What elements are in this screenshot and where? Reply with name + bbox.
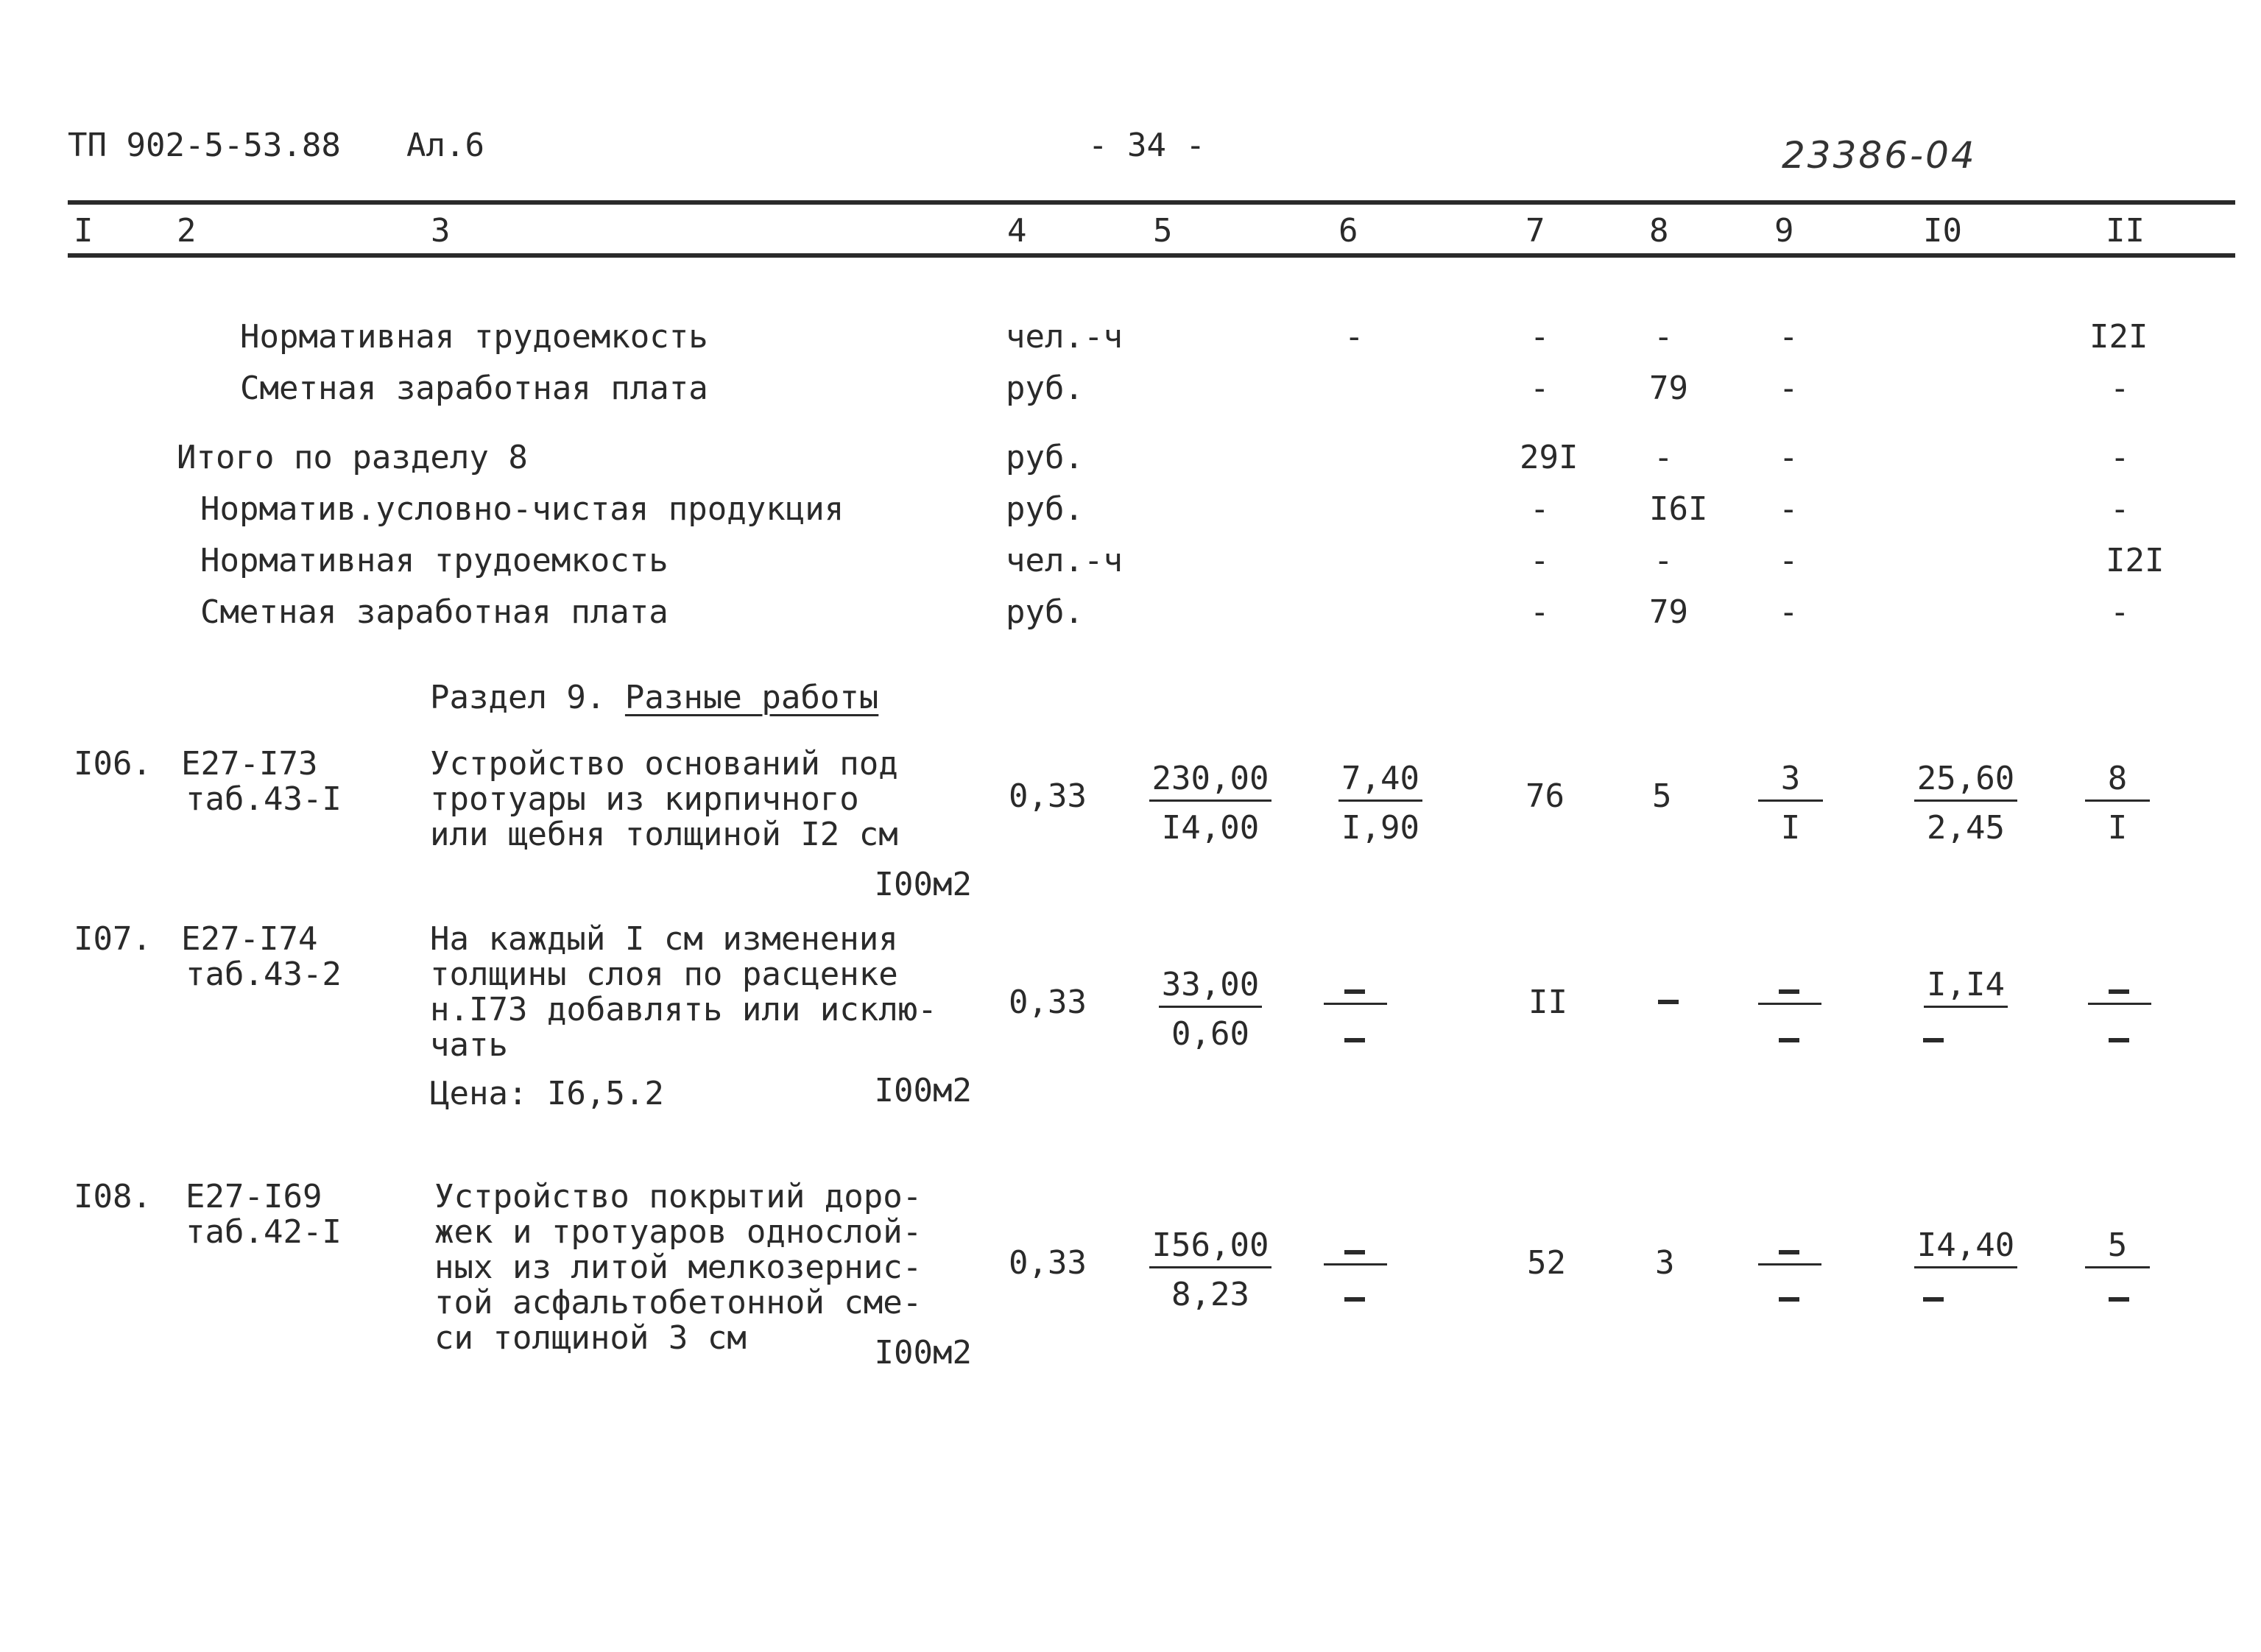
item-col5-bottom: 0,60 bbox=[1171, 1015, 1249, 1053]
item-desc-line: ных из литой мелкозернис- bbox=[434, 1249, 923, 1286]
section-prefix: Раздел 9. bbox=[430, 679, 606, 716]
album-label: Ал.6 bbox=[406, 127, 484, 164]
summary-labor-unit: чел.-ч bbox=[1006, 318, 1123, 356]
item-quantity: 0,33 bbox=[1009, 984, 1087, 1021]
col-header-2: 2 bbox=[177, 212, 197, 250]
item-col11-bottom: I bbox=[2107, 809, 2128, 847]
item-col6 bbox=[1318, 760, 1443, 847]
item-col9-rule bbox=[1758, 1263, 1821, 1266]
summary-labor-c8: - bbox=[1654, 318, 1673, 356]
item-desc-line: Устройство оснований под bbox=[430, 745, 898, 783]
item-desc-line: н.I73 добавлять или исклю- bbox=[430, 991, 937, 1028]
item-col6-top-dash bbox=[1344, 989, 1365, 994]
col-header-6: 6 bbox=[1338, 212, 1358, 250]
summary-total-c7: 29I bbox=[1520, 439, 1579, 476]
item-col9-bottom: I bbox=[1780, 809, 1801, 847]
summary-labor2-c11: I2I bbox=[2106, 542, 2165, 579]
item-desc-line: толщины слоя по расценке bbox=[430, 956, 898, 993]
item-col11 bbox=[2073, 1226, 2162, 1268]
header-rule-bottom bbox=[68, 253, 2235, 258]
summary-total-unit: руб. bbox=[1006, 439, 1084, 476]
item-col9-top-dash bbox=[1779, 1250, 1799, 1254]
summary-wage2-label: Сметная заработная плата bbox=[200, 593, 669, 631]
summary-wage2-unit: руб. bbox=[1006, 593, 1084, 631]
item-code: Е27-I73 bbox=[181, 745, 318, 783]
item-col6-rule bbox=[1324, 1003, 1387, 1005]
item-col11-rule bbox=[2088, 1003, 2151, 1005]
item-col5-top: I56,00 bbox=[1149, 1229, 1272, 1268]
summary-labor2-c9: - bbox=[1779, 542, 1799, 579]
item-col6-bottom: I,90 bbox=[1341, 809, 1419, 847]
summary-total-c9: - bbox=[1779, 439, 1799, 476]
item-col7: II bbox=[1528, 984, 1567, 1021]
section-title: Разные работы bbox=[624, 679, 879, 716]
item-col9-top: 3 bbox=[1758, 763, 1823, 802]
item-desc-line: На каждый I см изменения bbox=[430, 920, 898, 958]
col-header-8: 8 bbox=[1649, 212, 1669, 250]
item-col10-bottom: 2,45 bbox=[1927, 809, 2005, 847]
item-number: I08. bbox=[74, 1178, 152, 1215]
summary-product-c7: - bbox=[1530, 490, 1550, 528]
summary-wage2-c9: - bbox=[1779, 593, 1799, 631]
inventory-stamp: 23386-04 bbox=[1782, 134, 1977, 177]
item-unit: I00м2 bbox=[874, 866, 972, 903]
summary-wage-label: Сметная заработная плата bbox=[240, 370, 708, 407]
item-quantity: 0,33 bbox=[1009, 777, 1087, 815]
item-col5 bbox=[1129, 760, 1291, 847]
summary-product-c9: - bbox=[1779, 490, 1799, 528]
item-col6-top-dash bbox=[1344, 1250, 1365, 1254]
item-unit: I00м2 bbox=[874, 1334, 972, 1372]
item-code: Е27-I69 bbox=[186, 1178, 322, 1215]
item-col6-bottom-dash bbox=[1344, 1038, 1365, 1042]
item-col10-bottom-dash bbox=[1923, 1038, 1944, 1042]
item-col10 bbox=[1900, 760, 2032, 847]
section-heading bbox=[430, 679, 879, 716]
item-col11-bottom-dash bbox=[2109, 1038, 2129, 1042]
item-col8-dash bbox=[1658, 1000, 1679, 1004]
item-col5-top: 33,00 bbox=[1159, 969, 1262, 1008]
item-col11-top-dash bbox=[2109, 989, 2129, 994]
item-col9-bottom-dash bbox=[1779, 1297, 1799, 1302]
summary-product-unit: руб. bbox=[1006, 490, 1084, 528]
summary-labor2-c8: - bbox=[1654, 542, 1673, 579]
document-code: ТП 902-5-53.88 bbox=[68, 127, 341, 164]
item-col5-bottom: 8,23 bbox=[1171, 1276, 1249, 1313]
item-col10-top: I4,40 bbox=[1914, 1229, 2017, 1268]
summary-labor2-unit: чел.-ч bbox=[1006, 542, 1123, 579]
item-col9-rule bbox=[1758, 1003, 1821, 1005]
item-table: таб.42-I bbox=[186, 1213, 342, 1251]
item-desc-line: тротуары из кирпичного bbox=[430, 780, 859, 818]
summary-product-c8: I6I bbox=[1649, 490, 1708, 528]
item-col11-top: 8 bbox=[2085, 763, 2150, 802]
item-table: таб.43-2 bbox=[186, 956, 342, 993]
summary-wage-c11: - bbox=[2110, 370, 2130, 407]
item-col5 bbox=[1129, 1226, 1291, 1313]
item-col10 bbox=[1900, 966, 2032, 1008]
col-header-10: I0 bbox=[1923, 212, 1962, 250]
summary-product-label: Норматив.условно-чистая продукция bbox=[200, 490, 844, 528]
summary-total-label: Итого по разделу 8 bbox=[177, 439, 528, 476]
col-header-11: II bbox=[2106, 212, 2145, 250]
item-desc-line: той асфальтобетонной сме- bbox=[434, 1284, 923, 1321]
item-col10-top: 25,60 bbox=[1914, 763, 2017, 802]
summary-labor2-c7: - bbox=[1530, 542, 1550, 579]
item-quantity: 0,33 bbox=[1009, 1244, 1087, 1282]
summary-product-c11: - bbox=[2110, 490, 2130, 528]
item-col7: 52 bbox=[1527, 1244, 1566, 1282]
col-header-3: 3 bbox=[431, 212, 451, 250]
summary-labor2-label: Нормативная трудоемкость bbox=[200, 542, 669, 579]
summary-wage-c7: - bbox=[1530, 370, 1550, 407]
item-col6-bottom-dash bbox=[1344, 1297, 1365, 1302]
col-header-9: 9 bbox=[1774, 212, 1794, 250]
summary-labor-c11: I2I bbox=[2089, 318, 2148, 356]
item-col5 bbox=[1129, 966, 1291, 1053]
summary-wage2-c11: - bbox=[2110, 593, 2130, 631]
item-col9-top-dash bbox=[1779, 989, 1799, 994]
summary-wage-c8: 79 bbox=[1649, 370, 1688, 407]
item-col5-bottom: I4,00 bbox=[1161, 809, 1260, 847]
item-desc-line: жек и тротуаров однослой- bbox=[434, 1213, 923, 1251]
header-rule-top bbox=[68, 200, 2235, 205]
item-col9 bbox=[1746, 760, 1835, 847]
item-col10-top: I,I4 bbox=[1924, 969, 2008, 1008]
item-desc-line: чать bbox=[430, 1026, 508, 1064]
item-unit: I00м2 bbox=[874, 1072, 972, 1109]
item-table: таб.43-I bbox=[186, 780, 342, 818]
summary-total-c11: - bbox=[2110, 439, 2130, 476]
col-header-7: 7 bbox=[1525, 212, 1545, 250]
item-desc-line: или щебня толщиной I2 см bbox=[430, 816, 898, 853]
col-header-4: 4 bbox=[1007, 212, 1027, 250]
item-number: I06. bbox=[74, 745, 152, 783]
summary-labor-label: Нормативная трудоемкость bbox=[240, 318, 708, 356]
summary-wage2-c7: - bbox=[1530, 593, 1550, 631]
item-col8: 5 bbox=[1652, 777, 1672, 815]
item-col11-bottom-dash bbox=[2109, 1297, 2129, 1302]
summary-labor-c7: - bbox=[1530, 318, 1550, 356]
summary-wage-unit: руб. bbox=[1006, 370, 1084, 407]
item-col5-top: 230,00 bbox=[1149, 763, 1272, 802]
item-number: I07. bbox=[74, 920, 152, 958]
item-col11-top: 5 bbox=[2085, 1229, 2150, 1268]
item-col10 bbox=[1900, 1226, 2032, 1268]
item-col10-bottom-dash bbox=[1923, 1297, 1944, 1302]
item-desc-line: си толщиной 3 см bbox=[434, 1319, 747, 1357]
item-col11 bbox=[2073, 760, 2162, 847]
page-number: - 34 - bbox=[1088, 127, 1205, 164]
summary-wage-c9: - bbox=[1779, 370, 1799, 407]
item-code: Е27-I74 bbox=[181, 920, 318, 958]
item-col9-bottom-dash bbox=[1779, 1038, 1799, 1042]
summary-total-c8: - bbox=[1654, 439, 1673, 476]
summary-labor-c6: - bbox=[1344, 318, 1364, 356]
item-col7: 76 bbox=[1525, 777, 1565, 815]
summary-labor-c9: - bbox=[1779, 318, 1799, 356]
item-col8: 3 bbox=[1655, 1244, 1675, 1282]
item-price: Цена: I6,5.2 bbox=[430, 1075, 664, 1112]
item-col6-top: 7,40 bbox=[1338, 763, 1422, 802]
item-desc-line: Устройство покрытий доро- bbox=[434, 1178, 923, 1215]
summary-wage2-c8: 79 bbox=[1649, 593, 1688, 631]
col-header-5: 5 bbox=[1153, 212, 1173, 250]
col-header-1: I bbox=[74, 212, 94, 250]
item-col6-rule bbox=[1324, 1263, 1387, 1266]
